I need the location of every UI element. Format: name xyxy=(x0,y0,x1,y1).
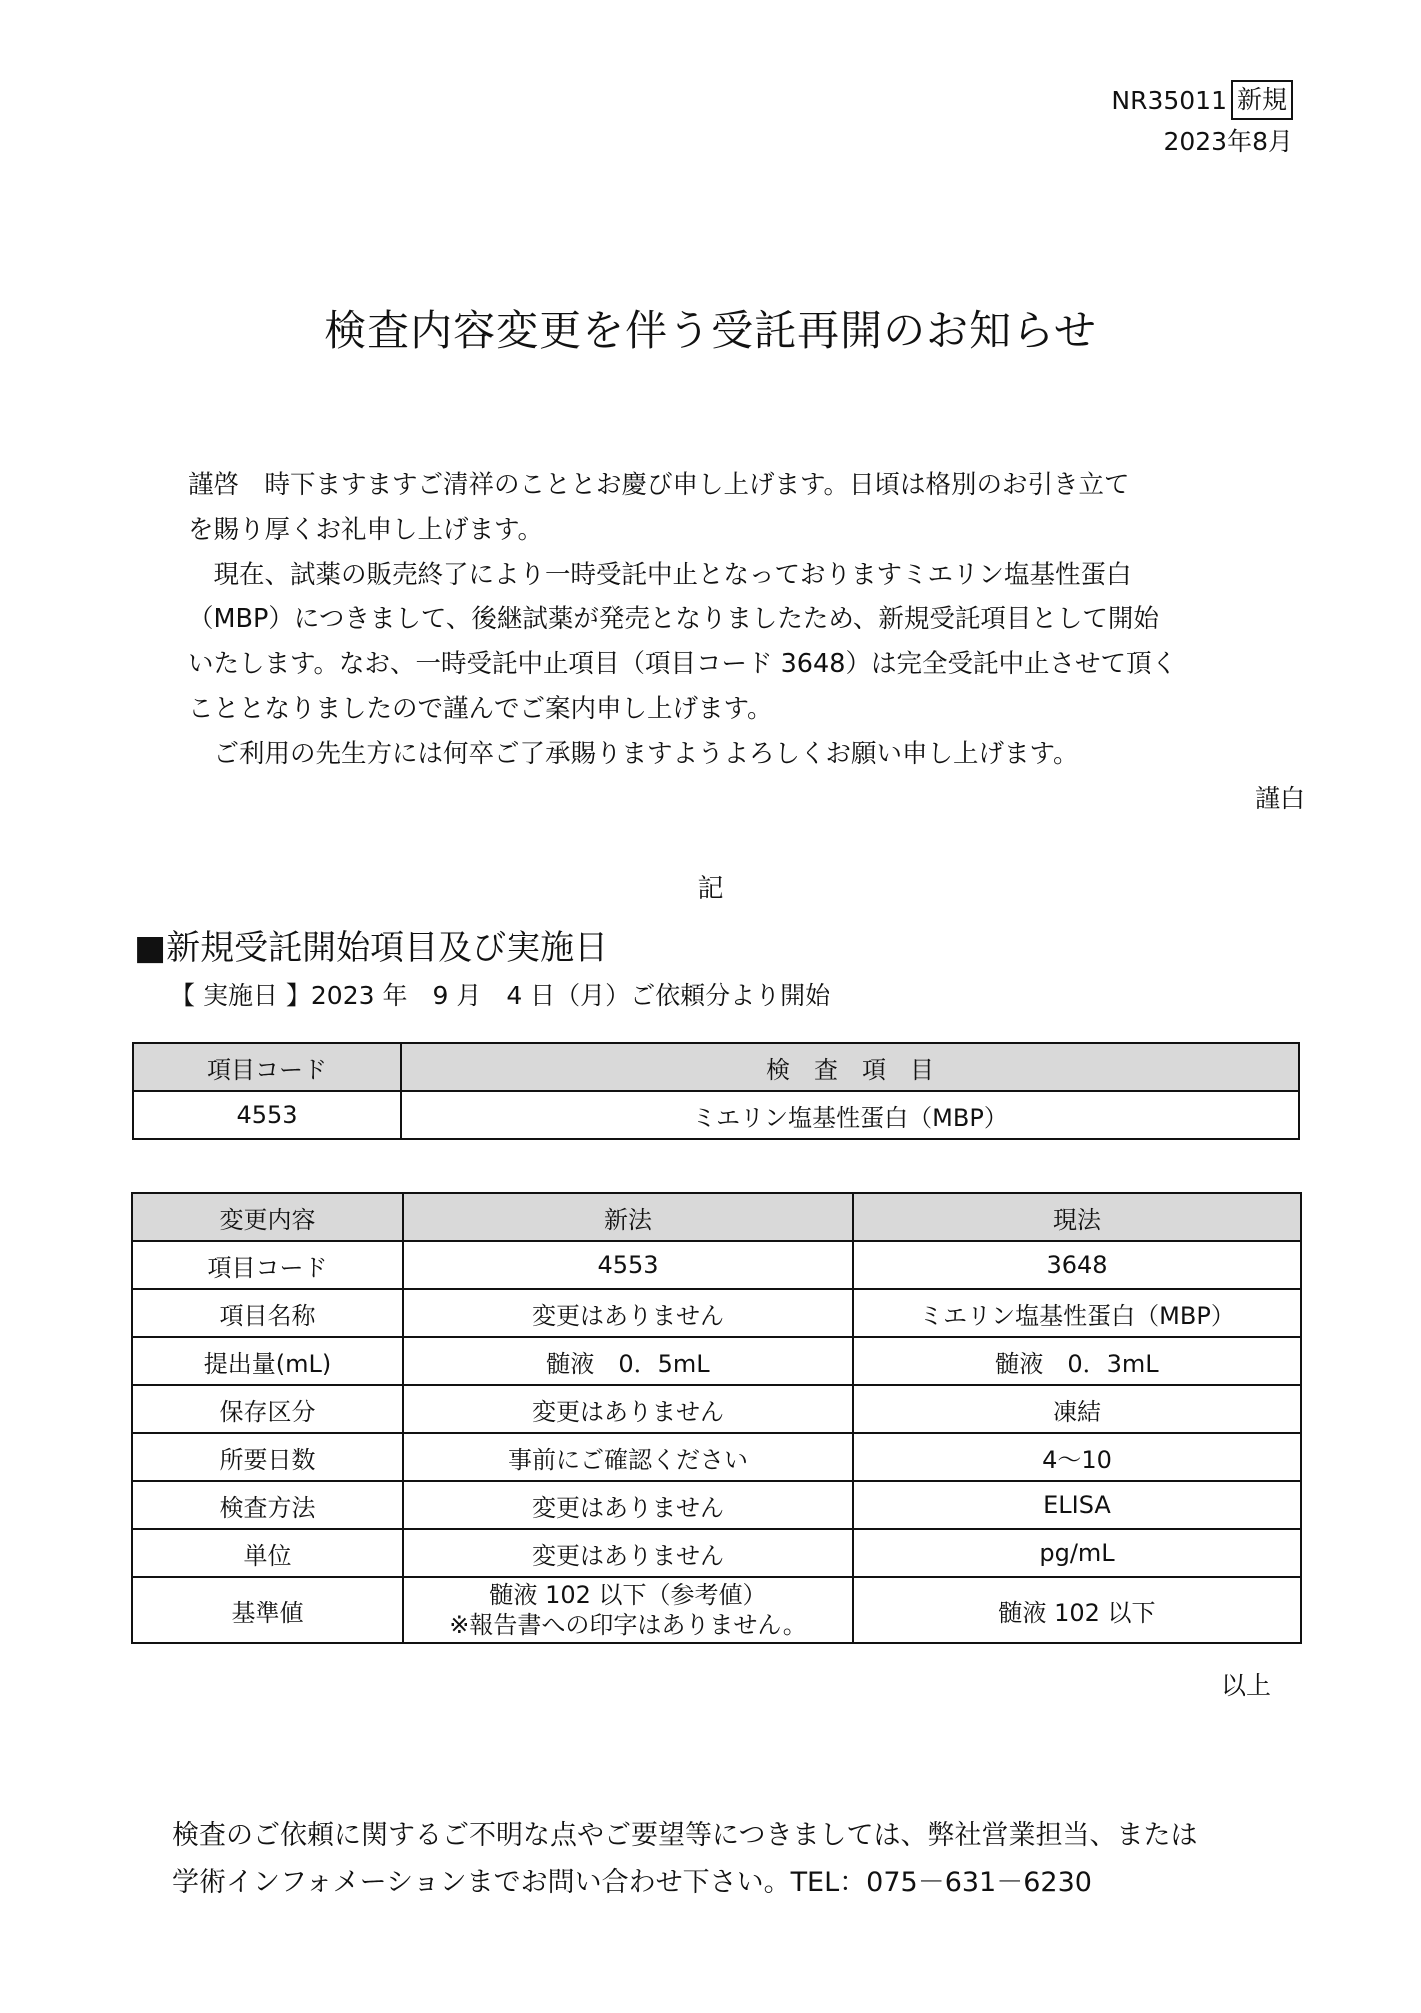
current-method-cell: ELISA xyxy=(853,1481,1301,1529)
page-title: 検査内容変更を伴う受託再開のお知らせ xyxy=(324,306,1097,355)
column-header: 変更内容 xyxy=(132,1193,403,1241)
current-method-cell: ミエリン塩基性蛋白（MBP） xyxy=(853,1289,1301,1337)
column-header: 現法 xyxy=(853,1193,1301,1241)
current-method-cell: 凍結 xyxy=(853,1385,1301,1433)
table-row xyxy=(132,1577,1301,1643)
row-label: 項目名称 xyxy=(132,1289,403,1337)
row-label: 項目コード xyxy=(132,1241,403,1289)
table-row xyxy=(132,1289,1301,1337)
body-line: ご利用の先生方には何卒ご了承賜りますようよろしくお願い申し上げます。 xyxy=(188,738,1079,769)
body-line: を賜り厚くお礼申し上げます。 xyxy=(188,514,543,545)
body-paragraph xyxy=(188,463,1268,777)
column-header: 検 査 項 目 xyxy=(401,1043,1299,1091)
table-header-row xyxy=(133,1043,1299,1091)
new-method-cell: 事前にご確認ください xyxy=(403,1433,853,1481)
contact-line: 検査のご依頼に関するご不明な点やご要望等につきましては、弊社営業担当、または xyxy=(172,1820,1198,1851)
row-label: 単位 xyxy=(132,1529,403,1577)
table-cell: ミエリン塩基性蛋白（MBP） xyxy=(401,1091,1299,1139)
table-row xyxy=(132,1385,1301,1433)
table-header-row xyxy=(132,1193,1301,1241)
current-method-cell: 3648 xyxy=(853,1241,1301,1289)
current-method-cell: 髄液 102 以下 xyxy=(853,1577,1301,1643)
row-label: 所要日数 xyxy=(132,1433,403,1481)
body-line: 現在、試薬の販売終了により一時受託中止となっておりますミエリン塩基性蛋白 xyxy=(188,559,1132,590)
current-method-cell: 髄液 0．3mL xyxy=(853,1337,1301,1385)
row-label: 保存区分 xyxy=(132,1385,403,1433)
new-tag-badge: 新規 xyxy=(1231,80,1293,120)
row-label: 基準値 xyxy=(132,1577,403,1643)
new-method-cell: 変更はありません xyxy=(403,1385,853,1433)
body-line: いたします。なお、一時受託中止項目（項目コード 3648）は完全受託中止させて頂く xyxy=(188,649,1177,680)
new-method-cell: 変更はありません xyxy=(403,1529,853,1577)
closing-word: 謹白 xyxy=(1254,784,1305,813)
current-method-cell: pg/mL xyxy=(853,1529,1301,1577)
table-row xyxy=(132,1241,1301,1289)
new-method-cell: 変更はありません xyxy=(403,1481,853,1529)
current-method-cell: 4～10 xyxy=(853,1433,1301,1481)
body-line: こととなりましたので謹んでご案内申し上げます。 xyxy=(188,693,773,724)
table-row xyxy=(132,1481,1301,1529)
document-date: 2023年8月 xyxy=(1163,127,1293,156)
body-line: 謹啓 時下ますますご清祥のこととお慶び申し上げます。日頃は格別のお引き立て xyxy=(188,470,1130,500)
table-row xyxy=(132,1433,1301,1481)
doc-number-text: NR35011 xyxy=(1111,85,1227,115)
contact-line: 学術インフォメーションまでお問い合わせ下さい。TEL：075－631－6230 xyxy=(172,1867,1092,1898)
table-row xyxy=(132,1529,1301,1577)
section-heading: ■新規受託開始項目及び実施日 xyxy=(134,928,609,968)
new-method-cell: 変更はありません xyxy=(403,1289,853,1337)
column-header: 新法 xyxy=(403,1193,853,1241)
column-header: 項目コード xyxy=(133,1043,401,1091)
new-method-cell xyxy=(403,1577,853,1643)
document-number xyxy=(1111,80,1293,120)
row-label: 提出量(mL) xyxy=(132,1337,403,1385)
implementation-date: 【 実施日 】2023 年 9 月 4 日（月）ご依頼分より開始 xyxy=(170,981,831,1010)
table-cell: 4553 xyxy=(133,1091,401,1139)
contact-info xyxy=(172,1812,1322,1906)
table-row xyxy=(133,1091,1299,1139)
report-note-text: ※報告書への印字はありません。 xyxy=(449,1611,807,1639)
reference-value-text: 髄液 102 以下（参考値） xyxy=(489,1581,767,1609)
new-method-cell: 髄液 0．5mL xyxy=(403,1337,853,1385)
row-label: 検査方法 xyxy=(132,1481,403,1529)
new-item-table xyxy=(132,1042,1300,1140)
end-marker: 以上 xyxy=(1220,1671,1271,1700)
body-line: （MBP）につきまして、後継試薬が発売となりましたため、新規受託項目として開始 xyxy=(188,604,1159,635)
table-row xyxy=(132,1337,1301,1385)
change-table xyxy=(131,1192,1302,1644)
new-method-cell: 4553 xyxy=(403,1241,853,1289)
ki-marker: 記 xyxy=(697,874,724,904)
